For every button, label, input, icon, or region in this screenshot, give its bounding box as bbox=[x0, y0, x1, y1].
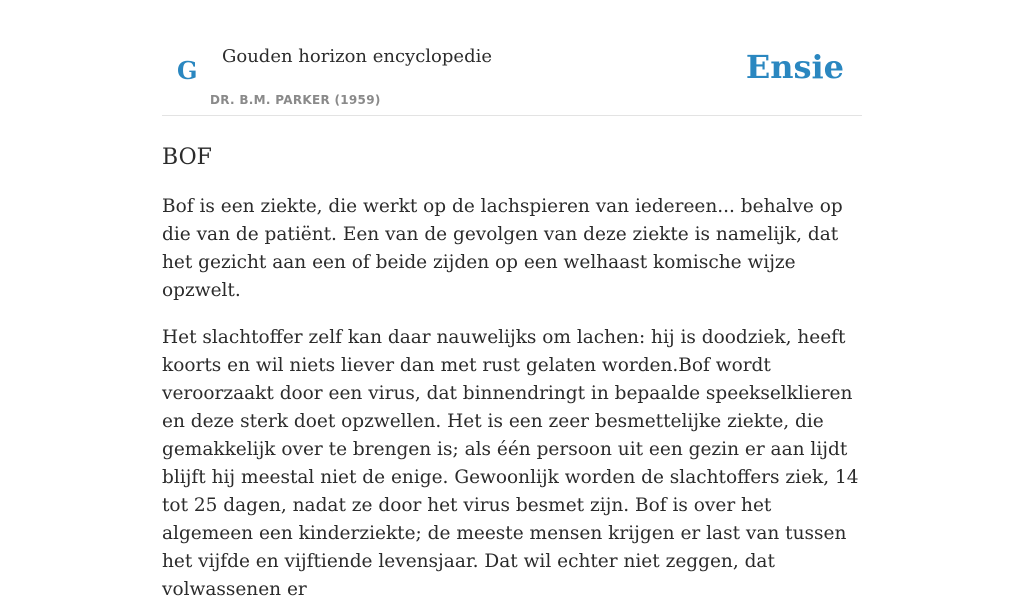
entry-paragraph: Bof is een ziekte, die werkt op de lachspieren van iedereen... behalve op die van de patiënt. Een van de gevolgen van deze ziekte is namelijk, dat het gezicht aan een of beide zijden op een welhaast komische wijze opzwelt. bbox=[162, 196, 843, 301]
book-title[interactable]: Gouden horizon encyclopedie bbox=[222, 46, 492, 67]
entry-title: BOF bbox=[162, 145, 212, 170]
header bbox=[162, 0, 862, 116]
book-logo[interactable]: G bbox=[177, 56, 198, 85]
book-author: DR. B.M. PARKER (1959) bbox=[210, 93, 381, 107]
entry-paragraph: Het slachtoffer zelf kan daar nauwelijks om lachen: hij is doodziek, heeft koorts en wil niets liever dan met rust gelaten worden.Bof wordt veroorzaakt door een virus, dat binnendringt in bepaalde speekselklieren en deze sterk doet opzwellen. Het is een zeer besmettelijke ziekte, die gemakkelijk over te brengen is; als één persoon uit een gezin er aan lijdt blijft hij meestal niet de enige. Gewoonlijk worden de slachtoffers ziek, 14 tot 25 dagen, nadat ze door het virus besmet zijn. Bof is over het algemeen een kinderziekte; de meeste mensen krijgen er last van tussen het vijfde en vijftiende levensjaar. Dat wil echter niet zeggen, dat volwassenen er bbox=[162, 327, 859, 600]
page bbox=[162, 0, 862, 604]
entry-body bbox=[162, 193, 862, 604]
brand-logo[interactable]: Ensie bbox=[745, 48, 844, 86]
